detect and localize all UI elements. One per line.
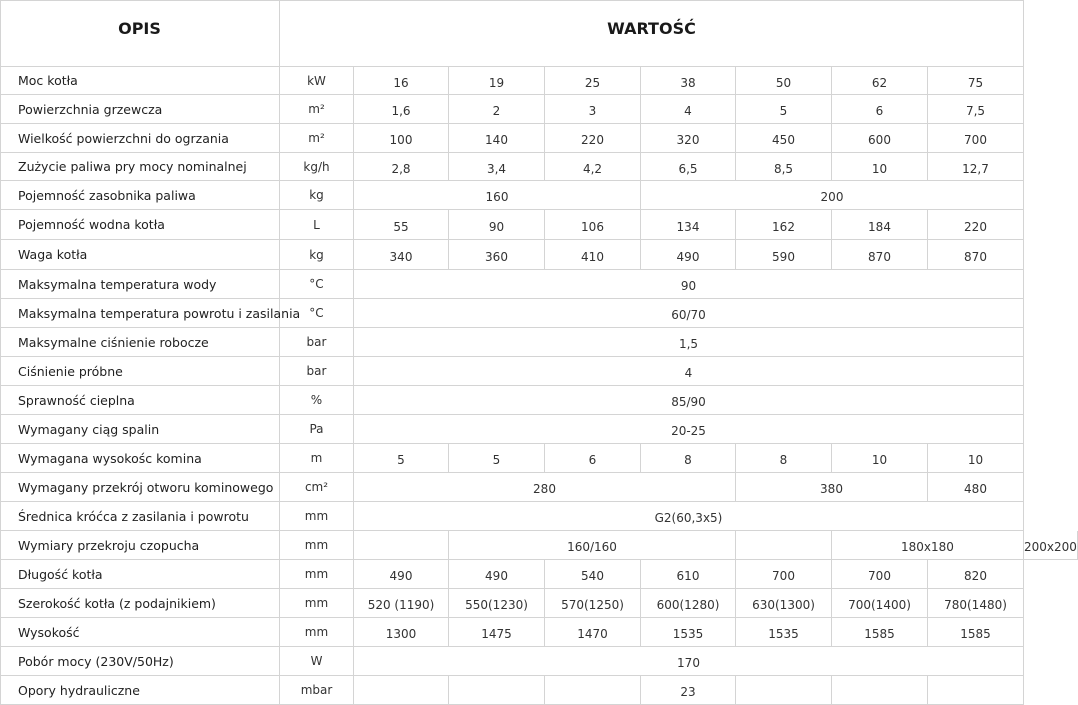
value-cell-text: 10 <box>967 453 984 467</box>
value-cell-text: 5 <box>492 453 501 467</box>
row-unit <box>280 299 354 328</box>
value-cell-text: 1535 <box>768 627 799 641</box>
row-unit <box>280 676 354 705</box>
value-cell-text: 1475 <box>481 627 512 641</box>
row-unit-text: cm² <box>304 480 329 494</box>
value-cell-text: 280 <box>533 482 556 496</box>
value-cell <box>354 299 1024 328</box>
value-cell <box>545 589 641 618</box>
value-cell <box>928 124 1024 153</box>
row-label <box>0 357 280 386</box>
row-label-text: Pojemność zasobnika paliwa <box>18 187 196 203</box>
value-cell <box>545 444 641 473</box>
value-cell <box>354 647 1024 676</box>
row-unit-text: mm <box>304 567 329 581</box>
row-unit <box>280 181 354 210</box>
value-cell <box>736 67 832 95</box>
value-cell-text: 4 <box>684 366 693 380</box>
value-cell-text: 162 <box>772 219 795 234</box>
row-label-text: Wymagany ciąg spalin <box>18 421 160 437</box>
value-cell <box>449 240 545 270</box>
value-cell <box>832 95 928 124</box>
row-label <box>0 531 280 560</box>
header-wartosc-text: WARTOŚĆ <box>607 18 696 38</box>
row-label <box>0 444 280 473</box>
value-cell <box>641 618 736 647</box>
value-cell-text: 6 <box>875 104 884 118</box>
row-unit-text: mm <box>304 538 329 552</box>
value-cell-text: 23 <box>680 685 696 699</box>
row-unit-text: % <box>310 393 323 407</box>
value-cell-text: 340 <box>389 249 413 264</box>
row-unit <box>280 210 354 240</box>
row-label <box>0 386 280 415</box>
row-label-text: Wielkość powierzchni do ogrzania <box>18 130 229 146</box>
value-cell-text: 1470 <box>577 627 608 641</box>
value-cell-text: 1585 <box>960 627 991 641</box>
row-unit-text: kg <box>309 188 324 202</box>
value-cell <box>928 67 1024 95</box>
value-cell <box>449 531 736 560</box>
value-cell-text: 1535 <box>672 627 704 641</box>
value-cell <box>641 676 736 705</box>
value-cell-text: 1,6 <box>391 104 411 118</box>
row-label-text: Szerokość kotła (z podajnikiem) <box>18 595 216 611</box>
value-cell-text: 5 <box>779 104 788 118</box>
value-cell <box>545 560 641 589</box>
row-unit <box>280 589 354 618</box>
value-cell-text: 600 <box>868 133 891 147</box>
row-unit <box>280 444 354 473</box>
value-cell-text: 134 <box>676 219 700 234</box>
value-cell <box>928 589 1024 618</box>
row-label-text: Wymiary przekroju czopucha <box>18 537 200 553</box>
row-label-text: Waga kotła <box>18 247 88 262</box>
row-unit <box>280 240 354 270</box>
value-cell-text: 62 <box>871 75 888 90</box>
value-cell <box>736 473 928 502</box>
value-cell-text: 7,5 <box>965 104 986 118</box>
value-cell <box>641 240 736 270</box>
row-unit <box>280 647 354 676</box>
value-cell <box>545 618 641 647</box>
value-cell-text: 75 <box>967 75 984 90</box>
row-label <box>0 676 280 705</box>
value-cell-text: 490 <box>485 569 508 583</box>
row-unit-text: m² <box>308 131 325 145</box>
value-cell-text: 85/90 <box>671 395 706 409</box>
row-label <box>0 153 280 181</box>
value-cell-text: 700(1400) <box>848 598 911 612</box>
row-unit-text: mm <box>304 596 329 610</box>
value-cell-text: 700 <box>772 569 795 583</box>
value-cell-text: 25 <box>584 75 601 90</box>
row-label <box>0 181 280 210</box>
row-unit-text: W <box>310 654 323 668</box>
value-cell-text: 200 <box>820 190 844 204</box>
row-unit-text: kg <box>309 247 324 262</box>
value-cell <box>1024 531 1078 560</box>
value-cell-text: 630(1300) <box>752 598 815 612</box>
row-unit-text: °C <box>309 306 324 320</box>
value-cell-text: 1300 <box>385 627 417 641</box>
row-unit-text: bar <box>306 364 327 378</box>
row-label <box>0 240 280 270</box>
value-cell <box>832 444 928 473</box>
value-cell-text: 3 <box>588 104 597 118</box>
value-cell <box>736 240 832 270</box>
value-cell-text: 490 <box>389 569 413 583</box>
value-cell-text: 140 <box>485 133 508 147</box>
value-cell <box>928 560 1024 589</box>
value-cell <box>641 67 736 95</box>
value-cell-text: 700 <box>964 133 987 147</box>
row-unit-text: mm <box>304 509 329 523</box>
row-label <box>0 210 280 240</box>
row-unit <box>280 473 354 502</box>
row-unit-text: bar <box>306 335 327 349</box>
value-cell <box>928 618 1024 647</box>
value-cell <box>832 67 928 95</box>
value-cell <box>832 153 928 181</box>
row-unit-text: mbar <box>300 683 333 697</box>
row-unit-text: kg/h <box>303 159 330 174</box>
value-cell <box>449 676 545 705</box>
row-label-text: Długość kotła <box>18 566 103 582</box>
row-label <box>0 67 280 95</box>
row-label <box>0 647 280 676</box>
value-cell-text: 550(1230) <box>465 598 528 612</box>
value-cell-text: 55 <box>393 219 409 234</box>
value-cell-text: 8 <box>779 453 788 467</box>
value-cell-text: 6 <box>588 453 597 467</box>
value-cell <box>545 676 641 705</box>
row-unit-text: Pa <box>309 422 324 436</box>
row-unit-text: kW <box>307 73 326 88</box>
value-cell <box>354 328 1024 357</box>
value-cell-text: 160 <box>485 190 509 204</box>
row-label <box>0 589 280 618</box>
row-label <box>0 95 280 124</box>
row-unit <box>280 124 354 153</box>
value-cell <box>641 181 1024 210</box>
row-unit <box>280 415 354 444</box>
value-cell <box>736 618 832 647</box>
value-cell <box>832 531 1024 560</box>
value-cell <box>736 124 832 153</box>
value-cell-text: 3,4 <box>486 161 507 176</box>
value-cell <box>354 473 736 502</box>
value-cell <box>736 676 832 705</box>
value-cell <box>449 95 545 124</box>
row-label <box>0 618 280 647</box>
value-cell-text: 16 <box>393 75 409 90</box>
row-label-text: Wymagany przekrój otworu kominowego <box>18 479 274 495</box>
row-label-text: Sprawność cieplna <box>18 392 135 408</box>
value-cell-text: 2,8 <box>391 161 411 176</box>
value-cell <box>928 473 1024 502</box>
row-label-text: Powierzchnia grzewcza <box>18 101 163 117</box>
value-cell <box>354 124 449 153</box>
value-cell-text: 50 <box>775 75 792 90</box>
header-wartosc <box>280 0 1024 67</box>
value-cell <box>354 153 449 181</box>
row-unit <box>280 67 354 95</box>
value-cell <box>832 210 928 240</box>
value-cell <box>354 676 449 705</box>
value-cell-text: 220 <box>964 219 987 234</box>
value-cell-text: 870 <box>964 249 987 264</box>
row-unit-text: m² <box>308 102 325 116</box>
header-opis <box>0 0 280 67</box>
row-label <box>0 473 280 502</box>
value-cell-text: 1585 <box>864 627 895 641</box>
value-cell <box>928 240 1024 270</box>
value-cell-text: 450 <box>772 133 795 147</box>
value-cell <box>832 589 928 618</box>
value-cell <box>641 444 736 473</box>
row-label-text: Pojemność wodna kotła <box>18 217 165 232</box>
value-cell <box>736 560 832 589</box>
value-cell-text: 780(1480) <box>944 598 1007 612</box>
value-cell-text: 520 (1190) <box>367 598 435 612</box>
value-cell <box>354 270 1024 299</box>
row-unit <box>280 270 354 299</box>
value-cell-text: 600(1280) <box>656 598 720 612</box>
value-cell <box>449 444 545 473</box>
row-unit-text: mm <box>304 625 329 639</box>
value-cell-text: 360 <box>485 249 508 264</box>
value-cell <box>928 676 1024 705</box>
value-cell <box>449 67 545 95</box>
value-cell-text: 60/70 <box>671 308 706 322</box>
value-cell-text: 700 <box>868 569 891 583</box>
value-cell <box>832 560 928 589</box>
value-cell <box>736 589 832 618</box>
header-opis-text: OPIS <box>118 18 161 38</box>
row-label-text: Pobór mocy (230V/50Hz) <box>18 653 174 669</box>
row-unit <box>280 560 354 589</box>
value-cell-text: 19 <box>488 75 505 90</box>
value-cell <box>736 444 832 473</box>
value-cell-text: 5 <box>397 453 405 467</box>
value-cell-text: 12,7 <box>962 161 989 176</box>
value-cell <box>354 95 449 124</box>
row-label <box>0 328 280 357</box>
value-cell-text: 820 <box>964 569 987 583</box>
value-cell <box>928 444 1024 473</box>
row-unit-text: m <box>310 451 323 465</box>
value-cell <box>641 560 736 589</box>
value-cell <box>449 153 545 181</box>
value-cell <box>354 618 449 647</box>
value-cell <box>354 415 1024 444</box>
value-cell <box>928 210 1024 240</box>
value-cell <box>449 210 545 240</box>
value-cell <box>545 95 641 124</box>
value-cell <box>641 95 736 124</box>
value-cell <box>354 181 641 210</box>
value-cell-text: 320 <box>676 133 700 147</box>
value-cell-text: 170 <box>677 656 700 670</box>
value-cell-text: 2 <box>492 104 501 118</box>
row-label <box>0 415 280 444</box>
value-cell-text: 100 <box>389 133 413 147</box>
value-cell <box>545 67 641 95</box>
value-cell <box>641 210 736 240</box>
row-unit <box>280 386 354 415</box>
row-label <box>0 560 280 589</box>
value-cell <box>832 124 928 153</box>
value-cell <box>545 210 641 240</box>
row-label-text: Ciśnienie próbne <box>18 363 123 379</box>
value-cell-text: 90 <box>680 279 697 293</box>
value-cell-text: 590 <box>772 249 795 264</box>
value-cell <box>832 676 928 705</box>
row-label-text: Wysokość <box>18 624 80 640</box>
value-cell <box>736 153 832 181</box>
value-cell-text: 410 <box>581 249 604 264</box>
value-cell <box>832 618 928 647</box>
value-cell-text: 610 <box>676 569 700 583</box>
value-cell <box>736 95 832 124</box>
value-cell-text: 490 <box>676 249 700 264</box>
value-cell-text: 20-25 <box>671 424 706 438</box>
value-cell-text: 220 <box>581 133 604 147</box>
row-unit <box>280 95 354 124</box>
value-cell <box>545 124 641 153</box>
value-cell <box>832 240 928 270</box>
row-unit-text: °C <box>309 277 324 291</box>
value-cell <box>545 153 641 181</box>
value-cell <box>928 95 1024 124</box>
value-cell <box>449 124 545 153</box>
value-cell-text: 10 <box>871 161 888 176</box>
value-cell <box>354 531 449 560</box>
value-cell <box>354 444 449 473</box>
row-label-text: Moc kotła <box>18 73 78 88</box>
row-label-text: Opory hydrauliczne <box>18 682 140 698</box>
row-unit <box>280 153 354 181</box>
row-label <box>0 299 301 328</box>
value-cell <box>354 589 449 618</box>
value-cell-text: 10 <box>871 453 888 467</box>
value-cell-text: 540 <box>581 569 604 583</box>
value-cell <box>736 210 832 240</box>
value-cell-text: 380 <box>820 482 843 496</box>
row-label-text: Średnica króćca z zasilania i powrotu <box>18 508 249 524</box>
row-label-text: Zużycie paliwa pry mocy nominalnej <box>18 159 247 174</box>
row-unit <box>280 531 354 560</box>
row-unit-text: L <box>313 217 320 232</box>
row-label-text: Maksymalna temperatura powrotu i zasilania <box>18 305 301 321</box>
row-unit <box>280 618 354 647</box>
value-cell <box>928 153 1024 181</box>
value-cell-text: 6,5 <box>678 161 698 176</box>
value-cell-text: 8 <box>684 453 692 467</box>
value-cell <box>354 240 449 270</box>
value-cell-text: 90 <box>488 219 505 234</box>
value-cell <box>736 531 832 560</box>
row-unit <box>280 502 354 531</box>
value-cell-text: 180x180 <box>901 540 954 554</box>
value-cell-text: 184 <box>868 219 891 234</box>
value-cell <box>449 560 545 589</box>
value-cell <box>449 589 545 618</box>
value-cell-text: 480 <box>964 482 987 496</box>
row-unit <box>280 328 354 357</box>
value-cell <box>354 357 1024 386</box>
value-cell <box>641 153 736 181</box>
value-cell <box>449 618 545 647</box>
value-cell <box>354 560 449 589</box>
value-cell-text: 38 <box>680 75 696 90</box>
row-label-text: Maksymalne ciśnienie robocze <box>18 334 209 350</box>
value-cell-text: 870 <box>868 249 891 264</box>
value-cell-text: 1,5 <box>678 337 699 351</box>
value-cell <box>354 386 1024 415</box>
value-cell-text: 106 <box>581 219 604 234</box>
value-cell-text: 8,5 <box>773 161 794 176</box>
value-cell-text: 570(1250) <box>561 598 624 612</box>
row-label <box>0 502 280 531</box>
value-cell <box>641 124 736 153</box>
value-cell-text: 160/160 <box>567 540 617 554</box>
value-cell-text: 4,2 <box>582 161 603 176</box>
value-cell-text: 200x200 <box>1024 540 1077 554</box>
value-cell-text: G2(60,3x5) <box>654 511 723 525</box>
row-label <box>0 270 280 299</box>
row-label-text: Maksymalna temperatura wody <box>18 276 217 292</box>
value-cell <box>354 502 1024 531</box>
value-cell <box>354 67 449 95</box>
value-cell <box>545 240 641 270</box>
row-label-text: Wymagana wysokośc komina <box>18 450 202 466</box>
row-unit <box>280 357 354 386</box>
row-label <box>0 124 280 153</box>
value-cell-text: 4 <box>684 104 692 118</box>
value-cell <box>354 210 449 240</box>
value-cell <box>641 589 736 618</box>
